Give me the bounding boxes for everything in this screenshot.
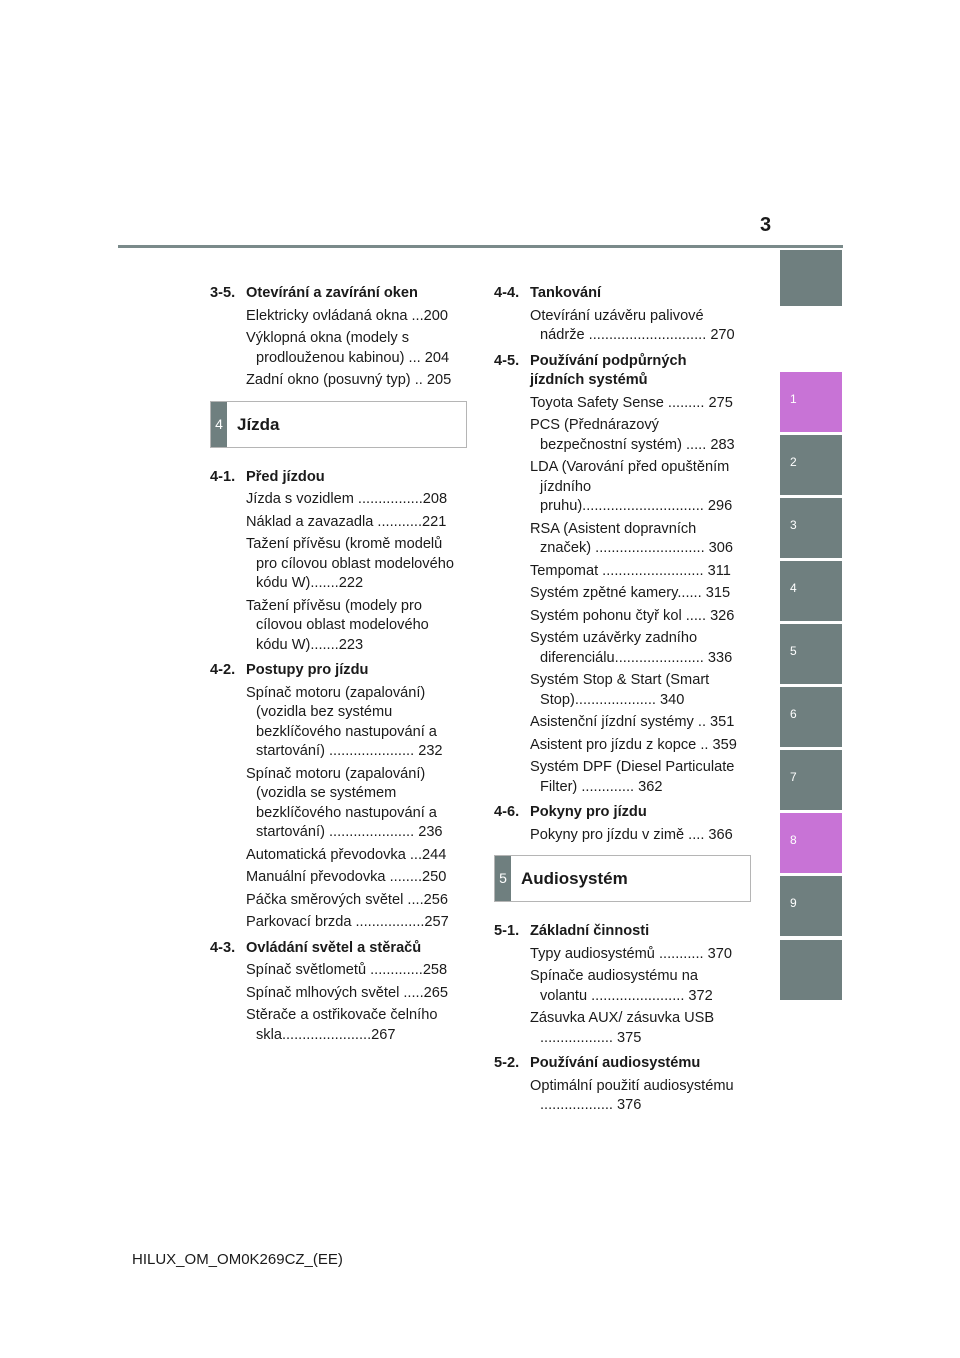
toc-entry[interactable]: [210, 684, 460, 762]
toc-entry[interactable]: [210, 984, 460, 1004]
document-code-footer: HILUX_OM_OM0K269CZ_(EE): [132, 1251, 343, 1268]
toc-entry-text: Spínače audiosystému na volantu ....................... 372: [530, 968, 713, 1004]
toc-entry[interactable]: [494, 826, 744, 846]
toc-entry[interactable]: [210, 961, 460, 981]
toc-entry-text: LDA (Varování před opuštěním jízdního pruhu).............................. 296: [530, 459, 733, 514]
toc-entry-text: Tažení přívěsu (modely pro cílovou oblast modelového kódu W).......223: [246, 597, 429, 653]
chapter-tab-label: 1: [790, 392, 797, 406]
section-title: Používání audiosystému: [530, 1055, 701, 1071]
toc-entry-text: Systém pohonu čtyř kol ..... 326: [530, 607, 735, 624]
chapter-title: Audiosystém: [521, 869, 628, 888]
chapter-number: 5: [495, 856, 511, 901]
toc-entry-text: Systém DPF (Diesel Particulate Filter) ............. 362: [530, 759, 735, 795]
toc-section-heading[interactable]: [210, 661, 460, 681]
toc-entry[interactable]: [210, 307, 460, 327]
section-number: 4-4.: [494, 285, 520, 301]
toc-entry-text: Tažení přívěsu (kromě modelů pro cílovou oblast modelového kódu W).......222: [246, 536, 454, 591]
section-number: 3-5.: [210, 285, 236, 301]
chapter-tab-label: 2: [790, 455, 797, 469]
toc-entry-text: Automatická převodovka ...244: [246, 846, 447, 863]
section-title: Základní činnosti: [530, 923, 650, 939]
toc-entry[interactable]: [494, 1009, 744, 1048]
section-title: Postupy pro jízdu: [246, 662, 369, 678]
header-rule: [118, 245, 843, 248]
chapter-tab-1[interactable]: [780, 372, 842, 432]
toc-entry[interactable]: [494, 629, 744, 668]
toc-entry-text: Asistent pro jízdu z kopce .. 359: [530, 736, 737, 753]
section-title: Před jízdou: [246, 468, 325, 485]
section-title: Ovládání světel a stěračů: [246, 939, 422, 956]
section-title: Používání podpůrných jízdních systémů: [530, 352, 687, 388]
toc-section-heading[interactable]: [494, 1054, 744, 1074]
toc-entry[interactable]: [210, 846, 460, 866]
toc-entry-text: RSA (Asistent dopravních značek) ........................... 306: [530, 520, 734, 556]
section-number: 4-1.: [210, 468, 236, 485]
toc-entry[interactable]: [210, 765, 460, 843]
toc-entry[interactable]: [210, 868, 460, 888]
section-number: 5-1.: [494, 923, 520, 939]
toc-entry[interactable]: [494, 584, 744, 604]
toc-entry-text: Manuální převodovka ........250: [246, 869, 447, 885]
toc-section-heading[interactable]: [494, 284, 744, 304]
chapter-number: 4: [211, 402, 227, 447]
toc-entry[interactable]: [494, 967, 744, 1006]
chapter-tab-6[interactable]: [780, 687, 842, 747]
toc-right-column: [494, 284, 744, 1116]
toc-entry-text: Spínač motoru (zapalování) (vozidla bez systému bezklíčového nastupování a startování) ..................... 232: [246, 684, 443, 759]
toc-entry[interactable]: [210, 535, 460, 594]
toc-entry-text: Systém zpětné kamery...... 315: [530, 585, 731, 601]
toc-entry-text: Spínač mlhových světel .....265: [246, 984, 448, 1001]
toc-entry[interactable]: [494, 671, 744, 710]
toc-entry-text: Tempomat ......................... 311: [530, 562, 731, 579]
toc-entry[interactable]: [494, 758, 744, 797]
toc-entry-text: Zadní okno (posuvný typ) .. 205: [246, 372, 452, 388]
toc-entry-text: Typy audiosystémů ........... 370: [530, 945, 732, 962]
toc-entry[interactable]: [494, 945, 744, 965]
chapter-tab-3[interactable]: [780, 498, 842, 558]
toc-entry[interactable]: [210, 329, 460, 368]
section-number: 4-2.: [210, 662, 236, 678]
toc-section-heading[interactable]: [494, 803, 744, 823]
toc-entry-text: Otevírání uzávěru palivové nádrže ............................. 270: [530, 307, 735, 343]
toc-entry-text: Asistenční jízdní systémy .. 351: [530, 714, 735, 730]
toc-entry[interactable]: [494, 520, 744, 559]
toc-entry[interactable]: [210, 891, 460, 911]
chapter-tab-5[interactable]: [780, 624, 842, 684]
toc-entry[interactable]: [210, 513, 460, 533]
toc-section-heading[interactable]: [210, 468, 460, 488]
toc-entry-text: Spínač světlometů .............258: [246, 962, 448, 978]
chapter-tab-9[interactable]: [780, 876, 842, 936]
toc-entry-text: Zásuvka AUX/ zásuvka USB .................. 375: [530, 1010, 715, 1046]
chapter-heading-box[interactable]: [210, 401, 467, 448]
toc-entry-text: Optimální použití audiosystému .................. 376: [530, 1077, 734, 1113]
toc-entry[interactable]: [494, 607, 744, 627]
toc-entry-text: Elektricky ovládaná okna ...200: [246, 307, 448, 324]
toc-entry[interactable]: [494, 416, 744, 455]
toc-left-column: [210, 284, 460, 1045]
chapter-tab-2[interactable]: [780, 435, 842, 495]
chapter-tab-label: 5: [790, 644, 797, 658]
section-number: 4-3.: [210, 939, 236, 956]
toc-entry-text: Pokyny pro jízdu v zimě .... 366: [530, 826, 733, 843]
section-number: 4-6.: [494, 804, 520, 820]
toc-entry[interactable]: [210, 597, 460, 656]
chapter-tab-label: 7: [790, 770, 797, 784]
chapter-tab-label: 9: [790, 896, 797, 910]
chapter-tab-blank[interactable]: [780, 250, 842, 306]
section-title: Tankování: [530, 285, 602, 301]
toc-entry[interactable]: [210, 913, 460, 933]
toc-entry-text: Systém Stop & Start (Smart Stop).................... 340: [530, 672, 710, 708]
toc-entry[interactable]: [210, 1006, 460, 1045]
toc-entry-text: Systém uzávěrky zadního diferenciálu...................... 336: [530, 630, 733, 666]
toc-entry[interactable]: [494, 307, 744, 346]
toc-entry[interactable]: [210, 490, 460, 510]
section-title: Pokyny pro jízdu: [530, 804, 647, 820]
toc-entry[interactable]: [494, 394, 744, 414]
toc-section-heading[interactable]: [494, 352, 744, 391]
page-number: 3: [760, 214, 772, 236]
toc-entry[interactable]: [494, 562, 744, 582]
toc-entry-text: Stěrače a ostřikovače čelního skla......................267: [246, 1007, 438, 1043]
toc-section-heading[interactable]: [494, 922, 744, 942]
toc-entry-text: Spínač motoru (zapalování) (vozidla se systémem bezklíčového nastupování a startování) ..................... 236: [246, 765, 443, 840]
toc-entry-text: Výklopná okna (modely s prodlouženou kabinou) ... 204: [246, 330, 450, 366]
chapter-tab-label: 8: [790, 833, 797, 847]
chapter-tab-7[interactable]: [780, 750, 842, 810]
toc-section-heading[interactable]: [210, 939, 460, 959]
chapter-title: Jízda: [237, 414, 280, 434]
chapter-tab-label: 6: [790, 707, 797, 721]
toc-entry[interactable]: [494, 1077, 744, 1116]
section-title: Otevírání a zavírání oken: [246, 285, 418, 301]
section-number: 5-2.: [494, 1055, 520, 1071]
toc-entry-text: Páčka směrových světel ....256: [246, 891, 448, 908]
chapter-tab-blank[interactable]: [780, 940, 842, 1000]
toc-entry[interactable]: [494, 713, 744, 733]
toc-entry[interactable]: [494, 736, 744, 756]
chapter-tab-label: 4: [790, 581, 797, 595]
section-number: 4-5.: [494, 352, 520, 369]
toc-entry-text: Toyota Safety Sense ......... 275: [530, 394, 733, 411]
toc-section-heading[interactable]: [210, 284, 460, 304]
chapter-tab-8[interactable]: [780, 813, 842, 873]
chapter-tab-4[interactable]: [780, 561, 842, 621]
toc-entry[interactable]: [210, 371, 460, 391]
toc-entry-text: Jízda s vozidlem ................208: [246, 491, 448, 507]
chapter-heading-box[interactable]: [494, 855, 751, 902]
toc-entry-text: Náklad a zavazadla ...........221: [246, 513, 447, 530]
toc-entry-text: PCS (Přednárazový bezpečnostní systém) ..... 283: [530, 417, 735, 453]
chapter-tab-label: 3: [790, 518, 797, 532]
toc-entry[interactable]: [494, 458, 744, 517]
toc-entry-text: Parkovací brzda .................257: [246, 914, 449, 930]
